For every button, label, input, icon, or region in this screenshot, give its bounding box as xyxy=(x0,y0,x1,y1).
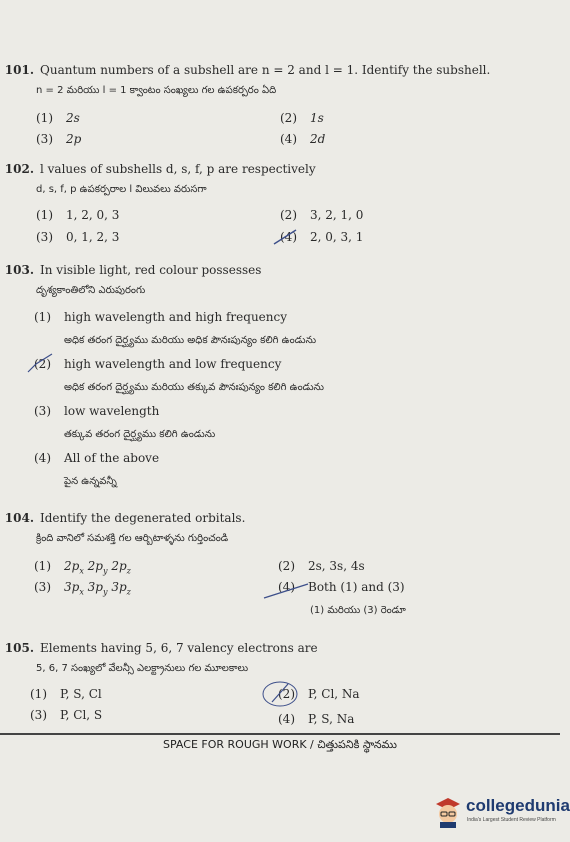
option-2: (2) 3, 2, 1, 0 xyxy=(280,208,364,222)
brand-tagline: India's Largest Student Review Platform xyxy=(467,817,556,823)
question-text: Elements having 5, 6, 7 valency electrons are xyxy=(40,641,318,655)
option-2: (2) 2s, 3s, 4s xyxy=(278,559,365,573)
option-2: (2) high wavelength and low frequency xyxy=(34,357,282,371)
option-4: (4) Both (1) and (3) xyxy=(278,580,405,594)
option-3-telugu: తక్కువ తరంగ దైర్ఘ్యము కలిగి ఉండును xyxy=(64,429,216,440)
question-number: 101. xyxy=(4,63,34,77)
option-1: (1) 1, 2, 0, 3 xyxy=(36,208,120,222)
option-4-telugu: (1) మరియు (3) రెండూ xyxy=(310,605,406,616)
question-text: Quantum numbers of a subshell are n = 2 and l = 1. Identify the subshell. xyxy=(40,63,491,77)
student-avatar-icon xyxy=(432,796,464,828)
option-3: (3) 0, 1, 2, 3 xyxy=(36,230,120,244)
option-2: (2) P, Cl, Na xyxy=(278,687,360,701)
answer-tick-mark xyxy=(262,580,312,602)
question-telugu: 5, 6, 7 సంఖ్యలో వేలన్సీ ఎలక్ట్రానులు గల మూలకాలు xyxy=(36,663,249,674)
option-1-telugu: అధిక తరంగ దైర్ఘ్యము మరియు అధిక పౌనఃపున్యం కలిగి ఉండును xyxy=(64,335,317,346)
question-telugu: దృశ్యకాంతిలోని ఎరుపురంగు xyxy=(36,285,146,296)
option-3: (3) P, Cl, S xyxy=(30,708,103,722)
question-telugu: క్రింది వానిలో సమశక్తి గల ఆర్బిటాళ్ళను గుర్తించండి xyxy=(36,533,229,544)
brand-logo xyxy=(432,794,570,830)
option-1: (1) P, S, Cl xyxy=(30,687,102,701)
option-2-telugu: అధిక తరంగ దైర్ఘ్యము మరియు తక్కువ పౌనఃపున్యం కలిగి ఉండును xyxy=(64,382,325,393)
rough-work-divider xyxy=(0,733,560,735)
question-number: 103. xyxy=(4,263,34,277)
option-4-telugu: పైన ఉన్నవన్నీ xyxy=(64,476,117,487)
option-4: (4) All of the above xyxy=(34,451,160,465)
question-102 xyxy=(0,161,560,197)
answer-circle-mark xyxy=(258,676,302,710)
option-3: (3) 2p xyxy=(36,132,82,146)
answer-tick-mark xyxy=(272,226,300,248)
question-number: 105. xyxy=(4,641,34,655)
option-4: (4) 2, 0, 3, 1 xyxy=(280,230,364,244)
option-3: (3) low wavelength xyxy=(34,404,160,418)
question-text: Identify the degenerated orbitals. xyxy=(40,511,246,525)
option-1: (1) $2p_x$ $2p_y$ $2p_z$ xyxy=(34,559,131,576)
option-4: (4) P, S, Na xyxy=(278,712,355,726)
question-number: 104. xyxy=(4,511,34,525)
option-1: (1) high wavelength and high frequency xyxy=(34,310,288,324)
question-text: l values of subshells d, s, f, p are respectively xyxy=(40,162,316,176)
question-text: In visible light, red colour possesses xyxy=(40,263,262,277)
option-4: (4) 2d xyxy=(280,132,326,146)
question-105 xyxy=(0,640,560,676)
option-2: (2) 1s xyxy=(280,111,324,125)
question-telugu: d, s, f, p ఉపకర్పరాల l విలువలు వరుసగా xyxy=(36,184,207,195)
question-number: 102. xyxy=(4,162,34,176)
question-103 xyxy=(0,262,560,298)
question-telugu: n = 2 మరియు l = 1 క్వాంటం సంఖ్యలు గల ఉపకర్పరం ఏది xyxy=(36,85,277,96)
option-3: (3) $3p_x$ $3p_y$ $3p_z$ xyxy=(34,580,131,597)
option-1: (1) 2s xyxy=(36,111,80,125)
question-101 xyxy=(0,62,560,98)
question-104 xyxy=(0,510,560,546)
rough-work-label: SPACE FOR ROUGH WORK / చిత్తుపనికి స్థానము xyxy=(163,738,397,751)
answer-tick-mark xyxy=(26,352,56,376)
brand-name: collegedunia xyxy=(466,796,570,815)
